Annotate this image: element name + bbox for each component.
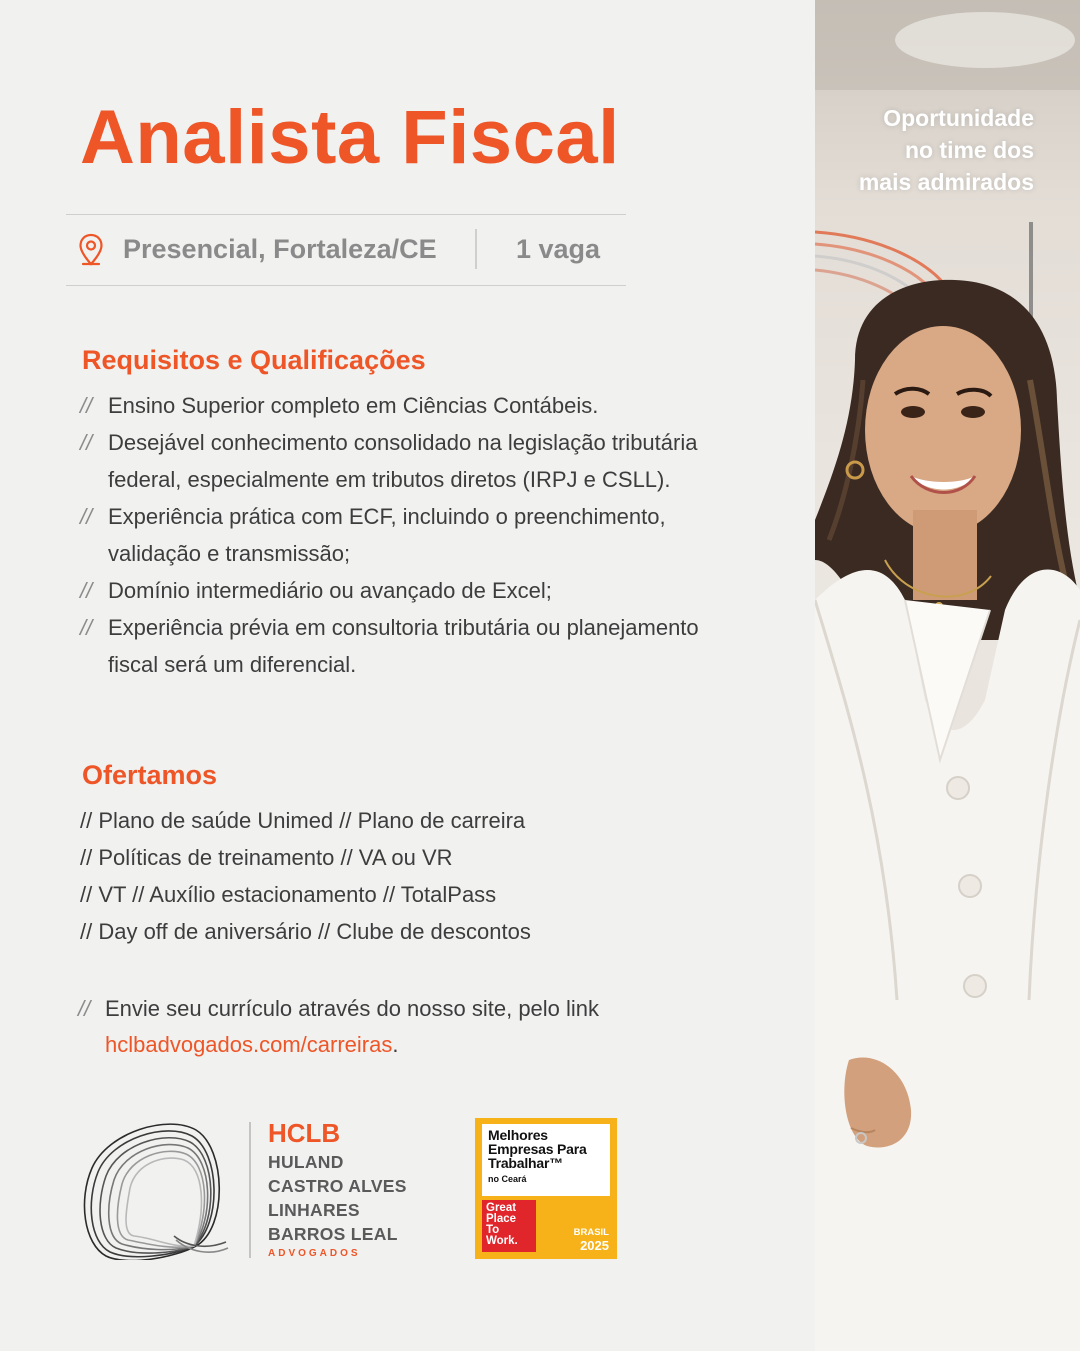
requirement-text: Desejável conhecimento consolidado na legislação tributária federal, especialmente em tributos diretos (IRPJ e CSLL).	[108, 430, 698, 492]
brand-names	[268, 1150, 407, 1246]
award-line: Trabalhar™	[488, 1155, 564, 1171]
gptw-award-badge	[475, 1118, 617, 1259]
list-item	[80, 498, 720, 572]
offer-line: // Plano de saúde Unimed // Plano de carreira	[80, 808, 526, 833]
gptw-word: Place	[486, 1213, 517, 1225]
gptw-word: Work.	[486, 1235, 518, 1247]
location-divider	[475, 229, 477, 269]
photo-panel	[815, 0, 1080, 1351]
brand-name-line: LINHARES	[268, 1200, 360, 1220]
job-title: Analista Fiscal	[80, 95, 620, 180]
requirement-text: Experiência prática com ECF, incluindo o preenchimento, validação e transmissão;	[108, 504, 666, 566]
award-line: Empresas Para	[488, 1141, 587, 1157]
brand-name-line: BARROS LEAL	[268, 1224, 398, 1244]
list-item	[80, 609, 720, 683]
logo-divider	[249, 1122, 251, 1258]
list-item	[80, 572, 720, 609]
offer-line: // Day off de aniversário // Clube de descontos	[80, 919, 531, 944]
double-slash-glyph: //	[80, 504, 93, 529]
brand-name-line: CASTRO ALVES	[268, 1176, 407, 1196]
hclb-logo-mark	[76, 1118, 236, 1260]
double-slash-glyph: //	[80, 430, 93, 455]
cta-message: Envie seu currículo através do nosso site, pelo link	[105, 996, 600, 1021]
gptw-word: Great	[486, 1202, 517, 1214]
cta-block	[78, 991, 718, 1063]
gptw-word: To	[486, 1224, 500, 1236]
offers-title: Ofertamos	[82, 760, 218, 790]
requirements-title: Requisitos e Qualificações	[82, 345, 426, 375]
tagline	[859, 102, 1034, 198]
offers-list	[80, 802, 720, 950]
double-slash-glyph: //	[80, 615, 93, 640]
requirements-list	[80, 387, 720, 683]
double-slash-glyph: //	[80, 578, 93, 603]
tagline-line: no time dos	[904, 137, 1034, 163]
tagline-line: Oportunidade	[883, 105, 1034, 131]
location-bar	[66, 214, 626, 286]
list-item	[80, 424, 720, 498]
list-item	[80, 387, 720, 424]
requirement-text: Domínio intermediário ou avançado de Excel;	[108, 578, 552, 603]
requirement-text: Experiência prévia em consultoria tributária ou planejamento fiscal será um diferencial.	[108, 615, 699, 677]
gptw-logo	[482, 1200, 536, 1252]
location-pin-icon	[78, 233, 104, 267]
offer-line: // VT // Auxílio estacionamento // TotalPass	[80, 882, 497, 907]
cta-period: .	[392, 1032, 399, 1057]
award-year: 2025	[580, 1238, 609, 1253]
requirement-text: Ensino Superior completo em Ciências Contábeis.	[108, 393, 599, 418]
tagline-line: mais admirados	[858, 169, 1034, 195]
brand-subtitle: ADVOGADOS	[268, 1248, 361, 1259]
award-line: Melhores	[488, 1127, 548, 1143]
job-location: Presencial, Fortaleza/CE	[123, 234, 437, 264]
cta-text	[78, 991, 718, 1063]
careers-link[interactable]: hclbadvogados.com/carreiras	[105, 1032, 393, 1057]
brand-name-line: HULAND	[268, 1152, 344, 1172]
offer-line: // Políticas de treinamento // VA ou VR	[80, 845, 453, 870]
vacancy-count: 1 vaga	[516, 234, 601, 264]
employee-photo	[815, 0, 1080, 1351]
double-slash-glyph: //	[80, 393, 93, 418]
award-country: BRASIL	[573, 1227, 609, 1238]
brand-abbreviation: HCLB	[268, 1118, 341, 1148]
award-title-box	[482, 1124, 610, 1196]
double-slash-glyph: //	[78, 996, 91, 1021]
award-region: no Ceará	[488, 1174, 527, 1184]
